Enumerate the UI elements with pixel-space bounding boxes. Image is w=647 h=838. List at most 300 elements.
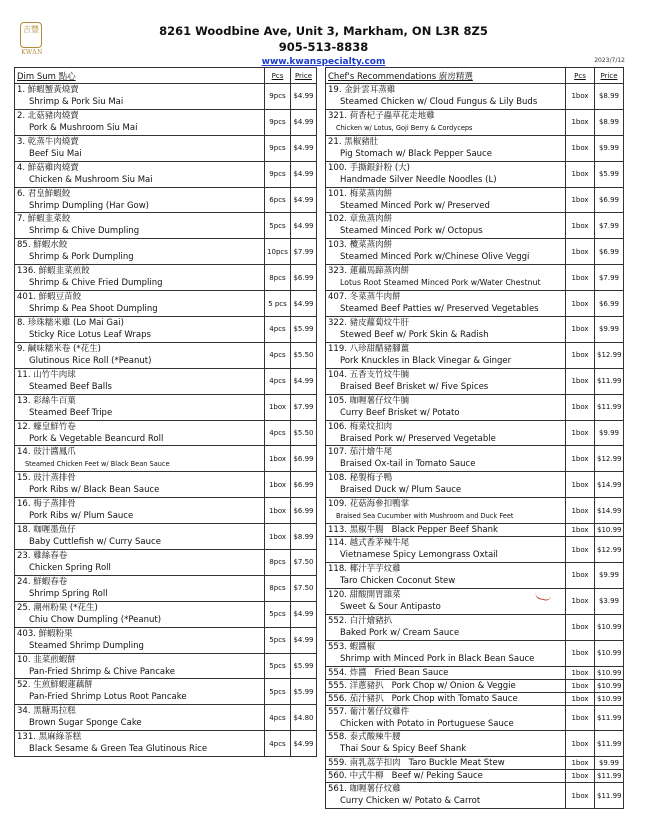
item-pcs: 1box [566, 135, 595, 161]
item-pcs: 1box [566, 731, 595, 757]
item-name-english: Pig Stomach w/ Black Pepper Sauce [340, 148, 492, 159]
item-pcs: 6pcs [265, 187, 291, 213]
item-price: $5.99 [291, 653, 317, 679]
item-price: $6.99 [291, 498, 317, 524]
menu-item-row [326, 640, 624, 666]
item-name-cell [326, 368, 566, 394]
item-pcs: 9pcs [265, 84, 291, 110]
item-name-english: Fried Bean Sauce [374, 667, 449, 678]
item-price: $11.99 [595, 705, 624, 731]
item-pcs: 1box [566, 161, 595, 187]
menu-item-row [15, 705, 317, 731]
menu-item-row [326, 213, 624, 239]
item-name-cell [326, 757, 566, 770]
item-pcs: 1box [566, 265, 595, 291]
item-price: $4.99 [291, 109, 317, 135]
item-price: $11.99 [595, 368, 624, 394]
item-price: $4.99 [291, 627, 317, 653]
item-pcs: 1box [566, 446, 595, 472]
item-price: $7.99 [291, 394, 317, 420]
item-name-cell [326, 498, 566, 524]
menu-item-row [326, 135, 624, 161]
menu-item-row [326, 472, 624, 498]
item-name-chinese: 100. 手撕銀針粉 (大) [328, 162, 410, 173]
item-name-cell [15, 265, 265, 291]
item-name-english: Taro Chicken Coconut Stew [340, 576, 456, 587]
menu-item-row [15, 653, 317, 679]
item-pcs: 9pcs [265, 109, 291, 135]
item-name-english: Shrimp & Pork Siu Mai [29, 97, 124, 107]
menu-item-row [326, 84, 624, 110]
menu-item-row [326, 420, 624, 446]
item-name-cell [326, 317, 566, 343]
menu-item-row [326, 783, 624, 809]
item-name-english: Braised Duck w/ Plum Sauce [340, 485, 462, 496]
item-name-cell [326, 770, 566, 783]
item-name-english: Chicken with Potato in Portuguese Sauce [340, 718, 514, 729]
item-price: $8.99 [595, 109, 624, 135]
item-name-english: Pork & Vegetable Beancurd Roll [29, 433, 164, 444]
item-price: $4.99 [291, 84, 317, 110]
item-price: $10.99 [595, 666, 624, 679]
item-price: $9.99 [595, 563, 624, 589]
menu-item-row [326, 368, 624, 394]
item-name-cell [15, 135, 265, 161]
item-name-english: Steamed Beef Patties w/ Preserved Vegetables [340, 304, 539, 315]
item-name-chinese: 2. 北菇豬肉燒賣 [17, 110, 79, 121]
item-name-english: Shrimp & Chive Dumpling [29, 226, 140, 237]
menu-item-row [15, 161, 317, 187]
menu-item-row [15, 446, 317, 472]
item-name-cell [15, 239, 265, 265]
item-price: $6.99 [595, 239, 624, 265]
item-name-cell [326, 679, 566, 692]
item-name-cell [15, 550, 265, 576]
item-name-chinese: 561. 咖喱薯仔炆雞 [328, 784, 401, 795]
item-name-chinese: 85. 鮮蝦水餃 [17, 240, 68, 251]
chef-list [326, 84, 624, 809]
item-price: $11.99 [595, 770, 624, 783]
menu-item-row [326, 614, 624, 640]
item-name-chinese: 321. 荷香杞子蟲草花走地雞 [328, 110, 435, 121]
item-name-cell [15, 291, 265, 317]
menu-item-row [15, 109, 317, 135]
item-name-cell [326, 446, 566, 472]
item-name-chinese: 107. 茄汁燴牛尾 [328, 447, 393, 458]
menu-item-row [326, 239, 624, 265]
item-name-english: Steamed Shrimp Dumpling [29, 640, 144, 651]
item-name-cell [15, 498, 265, 524]
item-name-cell [326, 265, 566, 291]
item-name-cell [326, 420, 566, 446]
menu-item-row [15, 731, 317, 757]
item-name-cell [15, 368, 265, 394]
item-pcs: 1box [566, 640, 595, 666]
item-pcs: 10pcs [265, 239, 291, 265]
item-price: $7.99 [291, 239, 317, 265]
item-name-chinese: 13. 彩絲牛百葉 [17, 395, 76, 406]
item-name-cell [326, 640, 566, 666]
item-price: $4.99 [291, 368, 317, 394]
item-name-cell [326, 239, 566, 265]
item-pcs: 1box [566, 239, 595, 265]
item-name-cell [326, 783, 566, 809]
item-name-cell [326, 524, 566, 537]
item-name-english: Chiu Chow Dumpling (*Peanut) [29, 614, 162, 625]
item-name-cell [326, 666, 566, 679]
item-pcs: 5pcs [265, 679, 291, 705]
menu-item-row [15, 575, 317, 601]
item-price: $11.99 [595, 394, 624, 420]
item-pcs: 1box [566, 770, 595, 783]
item-name-english: Steamed Beef Tripe [29, 407, 113, 418]
menu-item-row [326, 291, 624, 317]
item-name-chinese: 11. 山竹牛肉球 [17, 369, 76, 380]
item-name-cell [326, 614, 566, 640]
item-name-english: Black Sesame & Green Tea Glutinous Rice [29, 744, 208, 755]
menu-item-row [15, 342, 317, 368]
item-name-english: Glutinous Rice Roll (*Peanut) [29, 355, 152, 366]
item-pcs: 1box [566, 498, 595, 524]
item-name-english: Shrimp with Minced Pork in Black Bean Sauce [340, 653, 535, 664]
menu-item-row [326, 757, 624, 770]
item-name-cell [326, 135, 566, 161]
item-name-chinese: 106. 梅菜炆扣肉 [328, 421, 393, 432]
item-pcs: 1box [566, 213, 595, 239]
item-name-english: Steamed Chicken Feet w/ Black Bean Sauce [25, 460, 170, 469]
item-name-english: Braised Ox-tail in Tomato Sauce [340, 459, 476, 470]
item-price: $6.99 [291, 446, 317, 472]
menu-item-row [326, 731, 624, 757]
item-name-english: Shrimp & Pork Dumpling [29, 252, 134, 263]
item-name-chinese: 105. 咖喱薯仔炆牛腩 [328, 395, 410, 406]
item-pcs: 5 pcs [265, 291, 291, 317]
item-name-english: Vietnamese Spicy Lemongrass Oxtail [340, 550, 498, 561]
menu-item-row [326, 705, 624, 731]
item-pcs: 1box [566, 420, 595, 446]
item-name-cell [326, 472, 566, 498]
item-name-english: Steamed Beef Balls [29, 381, 112, 392]
item-name-cell [15, 524, 265, 550]
item-pcs: 1box [566, 524, 595, 537]
item-price: $10.99 [595, 524, 624, 537]
item-name-chinese: 4. 鮮菇雞肉燒賣 [17, 162, 79, 173]
item-name-chinese: 555. 洋蔥豬扒 [328, 680, 384, 691]
item-name-english: Curry Beef Brisket w/ Potato [340, 407, 460, 418]
item-pcs: 4pcs [265, 731, 291, 757]
item-pcs: 1box [566, 783, 595, 809]
item-pcs: 9pcs [265, 135, 291, 161]
item-name-english: Pork Ribs w/ Plum Sauce [29, 511, 134, 522]
item-name-chinese: 118. 椰汁芋芋炆雞 [328, 564, 401, 575]
item-name-chinese: 19. 金針雲耳蒸雞 [328, 85, 396, 95]
dim-sum-list [15, 84, 317, 757]
item-price: $9.99 [595, 757, 624, 770]
item-name-chinese: 9. 鹹味糯米卷 (*花生) [17, 343, 101, 354]
item-name-chinese: 558. 泰式酸辣牛腰 [328, 732, 401, 743]
menu-item-row [326, 679, 624, 692]
item-price: $6.99 [595, 291, 624, 317]
item-name-cell [326, 161, 566, 187]
menu-item-row [326, 692, 624, 705]
item-price: $8.99 [291, 524, 317, 550]
item-name-cell [326, 187, 566, 213]
item-name-english: Shrimp Dumpling (Har Gow) [29, 200, 150, 211]
item-name-english: Braised Beef Brisket w/ Five Spices [340, 381, 489, 392]
item-pcs: 8pcs [265, 575, 291, 601]
item-pcs: 1box [265, 524, 291, 550]
item-name-english: Lotus Root Steamed Minced Pork w/Water Chestnut [340, 278, 541, 288]
item-pcs: 1box [566, 368, 595, 394]
item-price: $14.99 [595, 472, 624, 498]
item-name-chinese: 403. 鮮蝦粉果 [17, 628, 73, 639]
item-pcs: 1box [566, 394, 595, 420]
item-name-cell [15, 472, 265, 498]
item-name-cell [15, 317, 265, 343]
item-name-cell [15, 342, 265, 368]
item-price: $4.80 [291, 705, 317, 731]
menu-item-row [15, 420, 317, 446]
dim-sum-pcs-header: Pcs [265, 68, 291, 84]
item-pcs: 5pcs [265, 601, 291, 627]
item-pcs: 5pcs [265, 213, 291, 239]
menu-item-row [326, 161, 624, 187]
menu-item-row [326, 563, 624, 589]
item-name-cell [326, 692, 566, 705]
item-name-chinese: 401. 鮮蝦豆苗餃 [17, 292, 82, 303]
menu-item-row [15, 84, 317, 110]
dim-sum-title: Dim Sum 點心 [15, 68, 265, 84]
menu-item-row [326, 317, 624, 343]
item-pcs: 4pcs [265, 317, 291, 343]
item-name-english: Chicken & Mushroom Siu Mai [29, 174, 153, 185]
item-name-cell [15, 627, 265, 653]
item-name-chinese: 104. 五香支竹炆牛腩 [328, 369, 410, 380]
menu-item-row [326, 109, 624, 135]
item-price: $4.99 [291, 161, 317, 187]
store-phone: 905-513-8838 [278, 40, 369, 54]
item-price: $10.99 [595, 692, 624, 705]
menu-item-row [15, 291, 317, 317]
item-pcs: 1box [566, 757, 595, 770]
item-price: $4.99 [291, 291, 317, 317]
item-name-chinese: 10. 韭菜煎蝦餅 [17, 654, 76, 665]
item-name-chinese: 34. 黑糖馬拉糕 [17, 706, 76, 717]
item-pcs: 1box [566, 342, 595, 368]
item-name-cell [15, 84, 265, 110]
item-name-english: Sweet & Sour Antipasto [340, 601, 441, 612]
item-price: $5.50 [291, 342, 317, 368]
item-pcs: 4pcs [265, 420, 291, 446]
item-pcs: 1box [566, 472, 595, 498]
item-price: $6.99 [291, 472, 317, 498]
item-name-english: Shrimp & Pea Shoot Dumpling [29, 304, 158, 315]
item-name-cell [15, 109, 265, 135]
item-name-cell [326, 537, 566, 563]
item-price: $6.99 [595, 187, 624, 213]
item-name-english: Steamed Minced Pork w/Chinese Olive Veggi [340, 252, 530, 263]
item-name-chinese: 16. 梅子蒸排骨 [17, 499, 76, 510]
item-pcs: 1box [566, 317, 595, 343]
item-price: $7.50 [291, 550, 317, 576]
item-name-english: Steamed Chicken w/ Cloud Fungus & Lily Buds [340, 97, 538, 107]
item-price: $11.99 [595, 731, 624, 757]
item-name-english: Sticky Rice Lotus Leaf Wraps [29, 330, 151, 341]
item-name-english: Shrimp Spring Roll [29, 588, 108, 599]
item-name-chinese: 102. 章魚蒸肉餅 [328, 214, 393, 225]
logo-text: KWAN [21, 49, 43, 56]
item-name-english: Pan-Fried Shrimp & Chive Pancake [29, 666, 175, 677]
item-name-chinese: 8. 珍珠糯米雞 (Lo Mai Gai) [17, 318, 124, 329]
item-name-cell [326, 705, 566, 731]
item-name-english: Curry Chicken w/ Potato & Carrot [340, 796, 481, 807]
item-pcs: 1box [265, 472, 291, 498]
item-name-chinese: 25. 潮州粉果 (*花生) [17, 602, 98, 613]
item-name-chinese: 108. 秘製梅子鴨 [328, 473, 393, 484]
item-name-english: Shrimp & Chive Fried Dumpling [29, 278, 163, 289]
item-name-english: Pork Chop w/ Onion & Veggie [391, 680, 516, 691]
item-name-cell [326, 731, 566, 757]
item-price: $4.99 [291, 135, 317, 161]
item-pcs: 5pcs [265, 627, 291, 653]
item-name-english: Beef w/ Peking Sauce [391, 771, 483, 782]
item-price: $7.99 [595, 265, 624, 291]
item-price: $12.99 [595, 342, 624, 368]
item-name-english: Baby Cuttlefish w/ Curry Sauce [29, 537, 161, 548]
item-name-english: Braised Sea Cucumber with Mushroom and Duck Feet [336, 512, 514, 521]
item-name-chinese: 24. 鮮蝦春卷 [17, 576, 68, 587]
menu-item-row [326, 342, 624, 368]
item-pcs: 1box [566, 692, 595, 705]
item-pcs: 4pcs [265, 342, 291, 368]
item-name-chinese: 120. 甜酸開胃雜菜 [328, 589, 401, 600]
item-name-english: Thai Sour & Spicy Beef Shank [340, 744, 467, 755]
item-name-english: Taro Buckle Meat Stew [408, 758, 505, 769]
item-price: $9.99 [595, 135, 624, 161]
item-price: $10.99 [595, 640, 624, 666]
item-name-chinese: 322. 豬皮蘿蔔炆牛肝 [328, 318, 410, 329]
item-price: $5.99 [291, 317, 317, 343]
item-name-chinese: 559. 南乳荔芋扣肉 [328, 758, 401, 769]
menu-item-row [326, 498, 624, 524]
item-pcs: 1box [566, 666, 595, 679]
item-price: $8.99 [595, 84, 624, 110]
menu-item-row [15, 135, 317, 161]
menu-item-row [326, 537, 624, 563]
item-name-cell [15, 679, 265, 705]
item-name-english: Baked Pork w/ Cream Sauce [340, 627, 460, 638]
chef-price-header: Price [595, 68, 624, 84]
store-website-link[interactable]: www.kwanspecialty.com [261, 57, 386, 67]
item-price: $11.99 [595, 783, 624, 809]
item-name-cell [15, 705, 265, 731]
item-name-cell [15, 601, 265, 627]
item-name-chinese: 552. 白汁燴豬扒 [328, 615, 393, 626]
item-name-english: Braised Pork w/ Preserved Vegetable [340, 433, 496, 444]
item-pcs: 1box [566, 588, 595, 614]
item-pcs: 1box [566, 563, 595, 589]
item-name-cell [15, 394, 265, 420]
item-price: $9.99 [595, 317, 624, 343]
item-name-chinese: 323. 蓮藕馬蹄蒸肉餅 [328, 266, 410, 277]
item-name-cell [326, 291, 566, 317]
item-name-chinese: 407. 冬菜蒸牛肉餅 [328, 292, 401, 303]
item-price: $9.99 [595, 420, 624, 446]
menu-item-row [326, 187, 624, 213]
item-pcs: 1box [566, 84, 595, 110]
item-name-chinese: 119. 八珍甜醋豬腳薑 [328, 343, 410, 354]
item-name-english: Black Pepper Beef Shank [391, 525, 498, 536]
menu-item-row [326, 666, 624, 679]
chef-pcs-header: Pcs [566, 68, 595, 84]
item-price: $7.50 [291, 575, 317, 601]
logo-badge: 吉豐 [20, 22, 42, 48]
menu-item-row [15, 265, 317, 291]
menu-item-row [15, 472, 317, 498]
item-name-chinese: 52. 生煎鮮蝦蓮藕餅 [17, 680, 93, 691]
item-pcs: 9pcs [265, 161, 291, 187]
menu-date: 2023/7/12 [594, 57, 625, 64]
menu-item-row [326, 524, 624, 537]
item-price: $4.99 [291, 601, 317, 627]
item-price: $10.99 [595, 614, 624, 640]
item-price: $10.99 [595, 679, 624, 692]
item-name-cell [326, 109, 566, 135]
menu-item-row [326, 588, 624, 614]
item-name-cell [15, 731, 265, 757]
item-pcs: 5pcs [265, 653, 291, 679]
menu-item-row [15, 627, 317, 653]
item-price: $4.99 [291, 187, 317, 213]
item-pcs: 1box [566, 537, 595, 563]
item-name-english: Brown Sugar Sponge Cake [29, 718, 142, 729]
chef-recommendations-table [325, 67, 624, 809]
menu-item-row [15, 679, 317, 705]
item-name-chinese: 554. 炸醬 [328, 667, 367, 678]
item-name-chinese: 103. 欖菜蒸肉餅 [328, 240, 393, 251]
menu-item-row [15, 524, 317, 550]
menu-item-row [15, 550, 317, 576]
dim-sum-table [14, 67, 317, 757]
item-name-english: Handmade Silver Needle Noodles (L) [340, 174, 497, 185]
item-name-english: Steamed Minced Pork w/ Octopus [340, 226, 483, 237]
item-price: $6.99 [291, 265, 317, 291]
item-name-chinese: 114. 越式香茅辣牛尾 [328, 538, 410, 549]
item-name-chinese: 113. 黑椒牛腸 [328, 525, 384, 536]
item-pcs: 1box [265, 498, 291, 524]
item-pcs: 1box [566, 291, 595, 317]
item-pcs: 1box [566, 679, 595, 692]
item-name-cell [326, 84, 566, 110]
menu-item-row [15, 368, 317, 394]
item-price: $3.99 [595, 588, 624, 614]
item-pcs: 1box [566, 109, 595, 135]
item-name-english: Pork Chop with Tomato Sauce [391, 693, 518, 704]
item-name-chinese: 556. 茄汁豬扒 [328, 693, 384, 704]
item-name-english: Chicken w/ Lotus, Goji Berry & Cordyceps [336, 123, 473, 132]
item-price: $4.99 [291, 213, 317, 239]
item-name-english: Pork Knuckles in Black Vinegar & Ginger [340, 355, 512, 366]
dim-sum-price-header: Price [291, 68, 317, 84]
item-price: $4.99 [291, 731, 317, 757]
menu-item-row [326, 265, 624, 291]
menu-item-row [15, 394, 317, 420]
item-name-cell [15, 161, 265, 187]
item-price: $12.99 [595, 446, 624, 472]
item-name-chinese: 12. 蠔皇鮮竹卷 [17, 421, 76, 432]
chef-title: Chef's Recommendations 廚房精選 [326, 68, 566, 84]
item-name-chinese: 14. 豉汁醬鳳爪 [17, 447, 76, 458]
